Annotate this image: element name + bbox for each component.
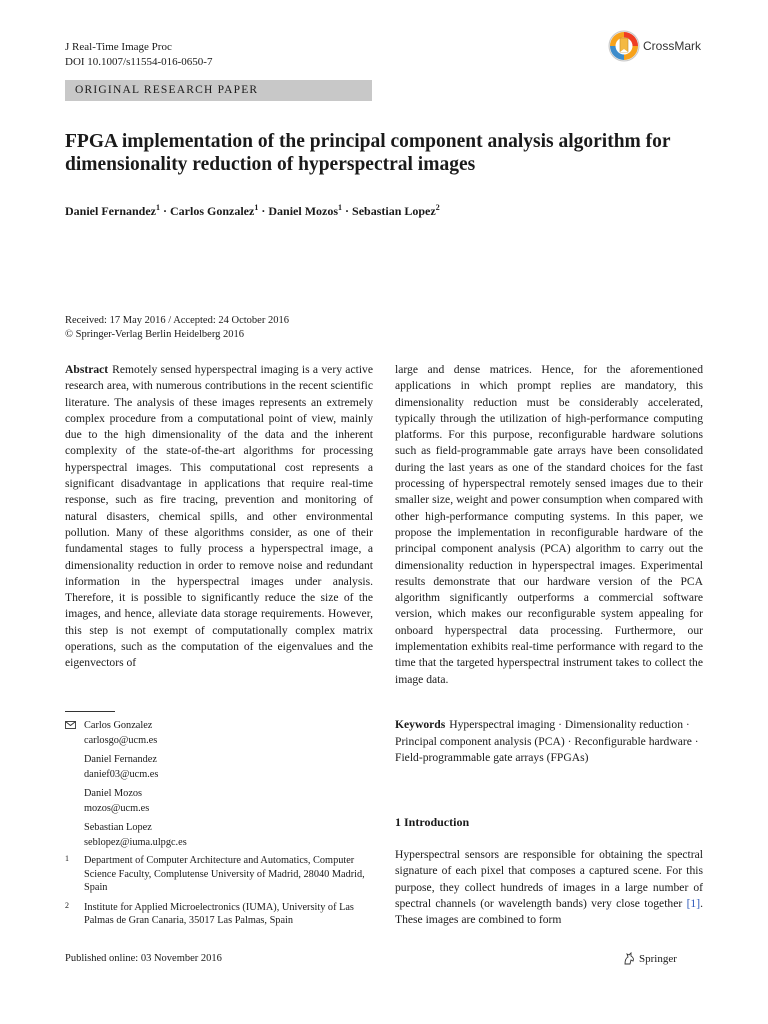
crossmark-label: CrossMark <box>643 39 702 53</box>
correspondence-entry <box>65 718 375 748</box>
correspondent-email[interactable]: carlosgo@ucm.es <box>84 735 158 746</box>
author-email[interactable]: seblopez@iuma.ulpgc.es <box>84 837 187 848</box>
keywords-text: Hyperspectral imaging · Dimensionality reduction · Principal component analysis (PCA) · Reconfigurable hardware · Field-programmable gate arrays (FPGAs) <box>395 718 699 764</box>
abstract-text-left: Remotely sensed hyperspectral imaging is a very active research area, with numerous contributions in the recent scientific literature. The analysis of these images represents an extremely complex procedure from a computational point of view, mainly due to the high dimensionality of the data and the inherent complexity of the state-of-the-art algorithms for processing hyperspectral images. This computational cost represents a significant disadvantage in applications that require real-time response, such as fire tracing, prevention and monitoring of natural disasters, chemical spills, and other environmental pollution. Many of these algorithms consider, as one of their fundamental stages to fully process a hyperspectral image, a dimensionality reduction in order to remove noise and redundant information in the hyperspectral images under analysis. Therefore, it is possible to significantly reduce the size of the images, and hence, alleviate data storage requirements. However, this step is not exempt of computationally complex matrix operations, such as the computation of the eigenvalues and the eigenvectors of <box>65 363 373 670</box>
affiliation-number: 2 <box>65 900 69 910</box>
intro-text: Hyperspectral sensors are responsible for obtaining the spectral signature of each pixel that composes a captured scene. For this purpose, they collect hundreds of images in a large number of spectral channels (or wavelength bands) very close together <box>395 848 703 910</box>
article-category-bar: ORIGINAL RESEARCH PAPER <box>65 80 372 101</box>
journal-header <box>65 40 212 70</box>
author-contact-name: Daniel Fernandez <box>84 754 157 765</box>
envelope-icon <box>65 721 76 729</box>
abstract-right-column: large and dense matrices. Hence, for the aforementioned applications in which prompt replies are mandatory, this dimensionality reduction must be considerably accelerated, typically through the utilization of high-performance computing platforms. For this purpose, reconfigurable hardware solutions such as field-programmable gate arrays have been consolidated during the last years as one of the standard choices for the fast processing of hyperspectral remotely sensed images due to their smaller size, weight and power consumption when compared with other high-performance computing systems. In this paper, we propose the implementation in reconfigurable hardware of the principal component analysis (PCA) algorithm to carry out the dimensionality reduction in hyperspectral images. Experimental results demonstrate that our hardware version of the PCA algorithm significantly outperforms a commercial software version, which makes our reconfigurable system appealing for onboard hyperspectral data processing. Furthermore, our implementation exhibits real-time performance with regard to the time that the targeted hyperspectral instrument takes to collect the image data. <box>395 363 703 686</box>
author-affiliation-marker: 1 <box>254 203 259 212</box>
journal-name: J Real-Time Image Proc <box>65 41 172 53</box>
affiliation-item <box>65 854 375 895</box>
copyright-notice: © Springer-Verlag Berlin Heidelberg 2016 <box>65 328 245 340</box>
affiliation-item <box>65 901 375 928</box>
correspondence-entry <box>65 752 375 782</box>
abstract-left-column <box>65 362 373 672</box>
intro-text-continued: . These images are combined to form <box>395 896 703 927</box>
author-affiliation-marker: 2 <box>435 203 440 212</box>
author-name[interactable]: Sebastian Lopez <box>352 204 436 218</box>
author-contact-name: Sebastian Lopez <box>84 822 152 833</box>
author-name[interactable]: Daniel Fernandez <box>65 204 156 218</box>
publication-dates <box>65 314 289 341</box>
author-email[interactable]: danief03@ucm.es <box>84 769 159 780</box>
section-heading-introduction: 1 Introduction <box>395 815 470 829</box>
abstract-label: Abstract <box>65 363 109 376</box>
author-affiliation-marker: 1 <box>156 203 160 212</box>
published-online-date: Published online: 03 November 2016 <box>65 953 222 964</box>
citation-link[interactable]: [1] <box>686 896 701 910</box>
author-contact-name: Daniel Mozos <box>84 788 143 799</box>
affiliation-text: Institute for Applied Microelectronics (IUMA), University of Las Palmas de Gran Canaria, 35017 Las Palmas, Spain <box>84 901 354 926</box>
publisher-logo[interactable] <box>622 952 677 966</box>
keywords-label: Keywords <box>395 718 446 731</box>
author-separator: · <box>258 204 269 218</box>
crossmark-badge[interactable] <box>608 30 701 62</box>
author-name[interactable]: Daniel Mozos <box>268 204 339 218</box>
correspondence-block <box>65 718 375 852</box>
author-name[interactable]: Carlos Gonzalez <box>170 204 255 218</box>
affiliation-text: Department of Computer Architecture and Automatics, Computer Science Faculty, Complutense University of Madrid, 28040 Madrid, Spain <box>84 855 365 893</box>
publisher-name: Springer <box>639 953 677 965</box>
affiliations-block <box>65 854 375 934</box>
correspondence-entry <box>65 786 375 816</box>
doi[interactable]: DOI 10.1007/s11554-016-0650-7 <box>65 56 213 68</box>
paper-title: FPGA implementation of the principal component analysis algorithm for dimensionality reduction of hyperspectral images <box>65 131 671 175</box>
received-accepted-dates: Received: 17 May 2016 / Accepted: 24 October 2016 <box>65 315 289 326</box>
correspondent-name: Carlos Gonzalez <box>84 720 153 731</box>
author-email[interactable]: mozos@ucm.es <box>84 803 150 814</box>
springer-horse-icon <box>622 952 636 966</box>
keywords-block <box>395 717 703 767</box>
correspondence-entry <box>65 820 375 850</box>
author-affiliation-marker: 1 <box>338 203 343 212</box>
crossmark-icon <box>608 30 640 62</box>
introduction-paragraph <box>395 847 703 928</box>
author-separator: · <box>342 204 353 218</box>
affiliation-number: 1 <box>65 854 69 863</box>
author-separator: · <box>160 204 171 218</box>
author-list <box>65 203 440 219</box>
footnote-divider <box>65 711 115 712</box>
